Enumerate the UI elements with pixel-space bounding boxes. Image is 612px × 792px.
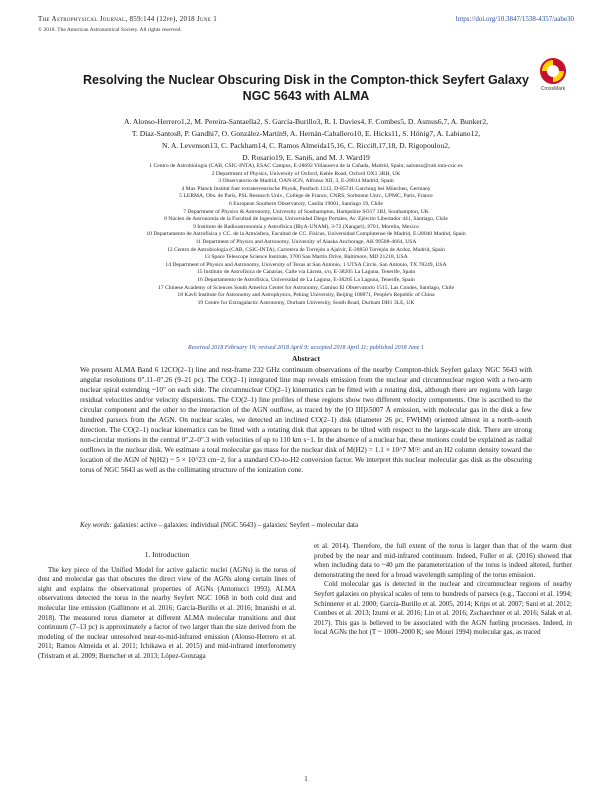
affiliation: 18 Kavli Institute for Astronomy and Astrophysics, Peking University, Beijing 100871, People's Republic of China [177, 292, 435, 299]
author-list [60, 116, 552, 164]
affiliation: 17 Chinese Academy of Sciences South America Center for Astronomy, Camino El Observatorio 1515, Las Condes, Santiago, Chile [158, 284, 454, 291]
keywords-text: galaxies: active – galaxies: individual (NGC 5643) – galaxies: Seyfert – molecular data [113, 521, 359, 529]
affiliation: 7 Department of Physics & Astronomy, University of Southampton, Hampshire SO17 1BJ, Southampton, UK [183, 208, 429, 215]
affiliation-list [60, 163, 552, 307]
affiliation: 15 Instituto de Astrofísica de Canarias, Calle vía Láctea, s/n, E-38205 La Laguna, Tenerife, Spain [196, 269, 416, 276]
paper-title: Resolving the Nuclear Obscuring Disk in the Compton-thick Seyfert Galaxy NGC 5643 with ALMA [83, 73, 529, 103]
right-column [314, 542, 572, 638]
affiliation: 19 Centre for Extragalactic Astronomy, Durham University, South Road, Durham DH1 3LE, UK [197, 299, 415, 306]
body-paragraph: et al. 2014). Therefore, the full extent of the torus is larger than that of the warm dust probed by the near and mid-infrared continuum. Indeed, Fuller et al. (2016) showed that when including data to ~40 μm the parameterization of the torus is indeed altered, further demonstrating the need for a broad wavelength sampling of the torus emission. [314, 542, 572, 579]
publication-dates: Received 2018 February 19; revised 2018 April 9; accepted 2018 April 11; published 2018 June 1 [188, 345, 424, 351]
affiliation: 3 Observatorio de Madrid, OAN-IGN, Alfonso XII, 3, E-28014 Madrid, Spain [218, 178, 394, 185]
affiliation: 11 Department of Physics and Astronomy, University of Alaska Anchorage, AK 99508-4664, USA [195, 238, 417, 245]
affiliation: 6 European Southern Observatory, Casilla 19001, Santiago 19, Chile [229, 200, 383, 207]
page-number: 1 [304, 775, 308, 783]
affiliation: 16 Departamento de Astrofísica, Universidad de La Laguna, E-38205 La Laguna, Tenerife, Spain [197, 276, 415, 283]
affiliation: 2 Department of Physics, University of Oxford, Keble Road, Oxford OX1 3RH, UK [211, 170, 401, 177]
affiliation: 14 Department of Physics and Astronomy, University of Texas at San Antonio, 1 UTSA Circle, San Antonio, TX 78249, USA [165, 261, 447, 268]
copyright-notice: © 2018. The American Astronomical Society. All rights reserved. [38, 27, 182, 33]
left-column [38, 550, 296, 662]
affiliation: 5 LERMA, Obs. de Paris, PSL Research Univ., Collège de France, CNRS, Sorbonne Univ., UPMC, Paris, France [179, 193, 433, 200]
affiliation: 13 Space Telescope Science Institute, 3700 San Martin Drive, Baltimore, MD 21218, USA [204, 254, 408, 261]
crossmark-label: CrossMark [540, 86, 566, 92]
affiliation: 9 Instituto de Radioastronomía y Astrofísica (IRyA-UNAM), 3-72 (Xangari), 8701, Morelia, Mexico [193, 223, 419, 230]
affiliation: 10 Departamento de Astrofísica y CC. de la Atmósfera, Facultad de CC. Físicas, Universidad Complutense de Madrid, E-28040 Madrid, Spain [146, 231, 466, 238]
abstract-heading: Abstract [292, 354, 320, 363]
body-paragraph: Cold molecular gas is detected in the nuclear and circumnuclear regions of nearby Seyfert galaxies on physical scales of tens to hundreds of parsecs (e.g., Tacconi et al. 1994; Schinnerer et al. 2000; García-Burillo et al. 2005, 2014; Krips et al. 2007; Sani et al. 2012; Combes et al. 2013; Izumi et al. 2016; Lin et al. 2016; Zschaechner et al. 2016; Salak et al. 2017). This gas is believed to be associated with the AGN fueling processes. Indeed, in local AGNs the hot (T ~ 1000–2000 K; see Mouri 1994) molecular gas, as traced [314, 580, 572, 637]
section-heading: 1. Introduction [144, 550, 190, 559]
author-line: T. Díaz-Santos8, P. Gandhi7, O. González-Martín9, A. Hernán-Caballero10, E. Hicks11, S. Hönig7, A. Labiano12, [131, 129, 481, 138]
affiliation: 12 Centro de Astrobiología (CAB, CSIC-INTA), Carretera de Torrejón a Ajalvir, E-28850 Torrejón de Ardoz, Madrid, Spain [167, 246, 445, 253]
affiliation: 1 Centro de Astrobiología (CAB, CSIC-INTA), ESAC Campus, E-28692 Villanueva de la Cañada, Madrid, Spain; aalonso@cab.inta-csic.es [149, 163, 463, 169]
journal-citation: The Astrophysical Journal, 859:144 (12pp), 2018 June 1 [38, 15, 218, 23]
author-line: D. Rosario19, E. Sani6, and M. J. Ward19 [242, 153, 370, 162]
affiliation: 8 Núcleo de Astronomía de la Facultad de Ingeniería, Universidad Diego Portales, Av. Ejército Libertador 441, Santiago, Chile [164, 216, 448, 223]
author-line: N. A. Levenson13, C. Packham14, C. Ramos Almeida15,16, C. Ricci8,17,18, D. Rigopoulou2, [162, 141, 450, 150]
keywords-label: Key words: [80, 521, 112, 529]
author-line: A. Alonso-Herrero1,2, M. Pereira-Santaella2, S. García-Burillo3, R. I. Davies4, F. Combes5, D. Asmus6,7, A. Bunker2, [123, 117, 489, 126]
affiliation: 4 Max Planck Institut fuer extraterrestrische Physik, Postfach 1312, D-85741 Garching bei München, Germany [181, 185, 431, 192]
crossmark-icon [540, 58, 566, 84]
crossmark-badge[interactable] [533, 58, 573, 92]
keywords [80, 520, 532, 530]
journal-header [38, 14, 574, 24]
doi-link[interactable]: https://doi.org/10.3847/1538-4357/aabe30 [455, 15, 574, 23]
abstract-text: We present ALMA Band 6 12CO(2–1) line and rest-frame 232 GHz continuum observations of the nearby Compton-thick Seyfert galaxy NGC 5643 with angular resolutions 0″.11–0″.26 (9–21 pc). The CO(2–1) integrated line map reveals emission from the nuclear and circumnuclear region with a two-arm nuclear spiral extending ~10″ on each side. The circumnuclear CO(2–1) kinematics can be fitted with a rotating disk, although there are regions with large residual velocities and/or velocity dispersions. The CO(2–1) line profiles of these regions show two different velocity components. One is ascribed to the circular component and the other to the interaction of the AGN outflow, as traced by the [O III]λ5007 Å emission, with molecular gas in the disk a few hundred parsecs from the AGN. On nuclear scales, we detected an inclined CO(2–1) disk (diameter 26 pc, FWHM) oriented almost in a north–south direction. The CO(2–1) nuclear kinematics can be fitted with a rotating disk that appears to be tilted with respect to the large-scale disk. There are strong non-circular motions in the central 0″.2–0″.3 with velocities of up to 110 km s−1. In the absence of a nuclear bar, these motions could be explained as radial outflows in the nuclear disk. We estimate a total molecular gas mass for the nuclear disk of M(H2) = 1.1 × 10^7 M☉ and an H2 column density toward the location of the AGN of N(H2) ~ 5 × 10^23 cm−2, for a standard CO-to-H2 conversion factor. We interpret this nuclear molecular gas disk as the obscuring torus of NGC 5643 as well as the collimating structure of the ionization cone. [80, 366, 532, 474]
body-paragraph: The key piece of the Unified Model for active galactic nuclei (AGNs) is the torus of dust and molecular gas that obscures the direct view of the AGNs along certain lines of sight and explains the observational properties of AGNs (Antonucci 1993). ALMA observations detected the torus in the nearby Seyfert NGC 1068 in both cold dust and molecular line emission (Gallimore et al. 2016; García-Burillo et al. 2016; Imanishi et al. 2018). The measured torus diameter at different ALMA molecular transitions and dust continuum (7–13 pc) is approximately a factor of two larger than the size derived from the modeling of the nuclear unresolved near-to-mid-infrared emission (Alonso-Herrero et al. 2011; Ramos Almeida et al. 2011; Ichikawa et al. 2015) and mid-infrared interferometry (Tristram et al. 2009; Burtscher et al. 2013; López-Gonzaga [38, 565, 296, 660]
